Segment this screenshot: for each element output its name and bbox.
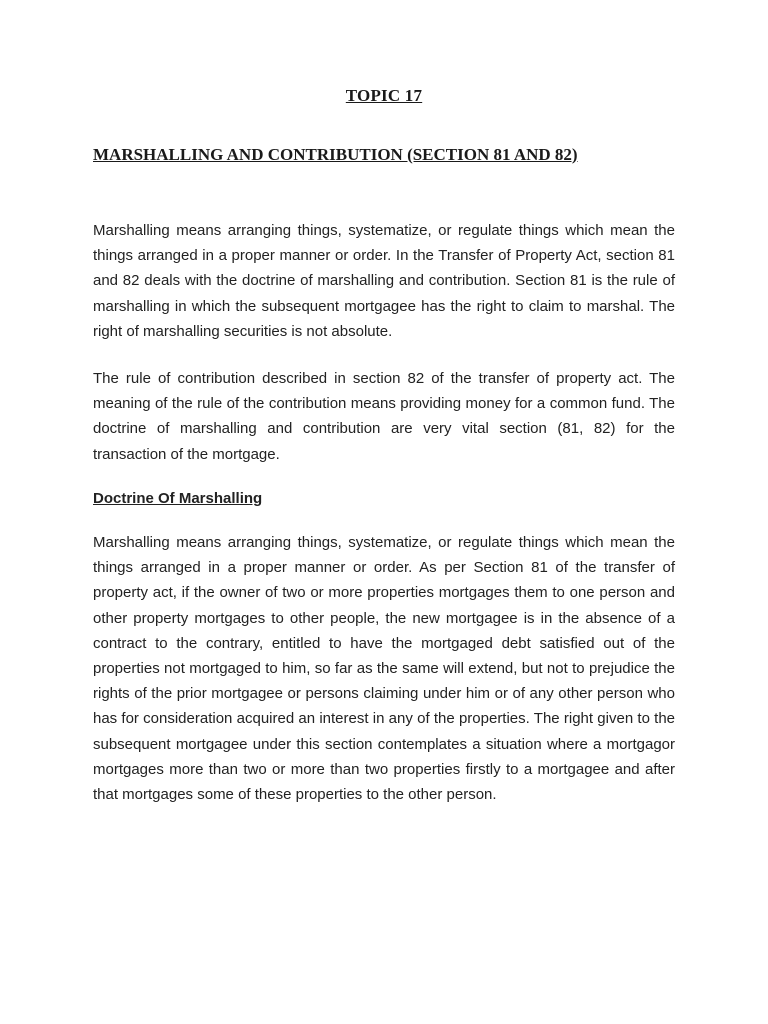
section-subheading: Doctrine Of Marshalling (93, 490, 263, 507)
contribution-paragraph: The rule of contribution described in section 82 of the transfer of property act. The meaning of the rule of the contribution means providing money for a common fund. The doctrine of marshalling and contribution are very vital section (81, 82) for the transaction of the mortgage. (93, 370, 675, 463)
intro-paragraph: Marshalling means arranging things, systematize, or regulate things which mean the things arranged in a proper manner or order. In the Transfer of Property Act, section 81 and 82 deals with the doctrine of marshalling and contribution. Section 81 is the rule of marshalling in which the subsequent mortgagee has the right to claim to marshal. The right of marshalling securities is not absolute. (93, 222, 675, 340)
topic-title: TOPIC 17 (345, 86, 423, 105)
document-heading: MARSHALLING AND CONTRIBUTION (SECTION 81 AND 82) (93, 145, 578, 164)
marshalling-paragraph: Marshalling means arranging things, systematize, or regulate things which mean the things arranged in a proper manner or order. As per Section 81 of the transfer of property act, if the owner of two or more properties mortgages them to one person and other property mortgages to other people, the new mortgagee is in the absence of a contract to the contrary, entitled to have the mortgaged debt satisfied out of the properties not mortgaged to him, so far as the same will extend, but not to prejudice the rights of the prior mortgagee or persons claiming under him or of any other person who has for consideration acquired an interest in any of the properties. The right given to the subsequent mortgagee under this section contemplates a situation where a mortgagor mortgages more than two or more than two properties firstly to a mortgagee and after that mortgages some of these properties to the other person. (93, 534, 675, 804)
